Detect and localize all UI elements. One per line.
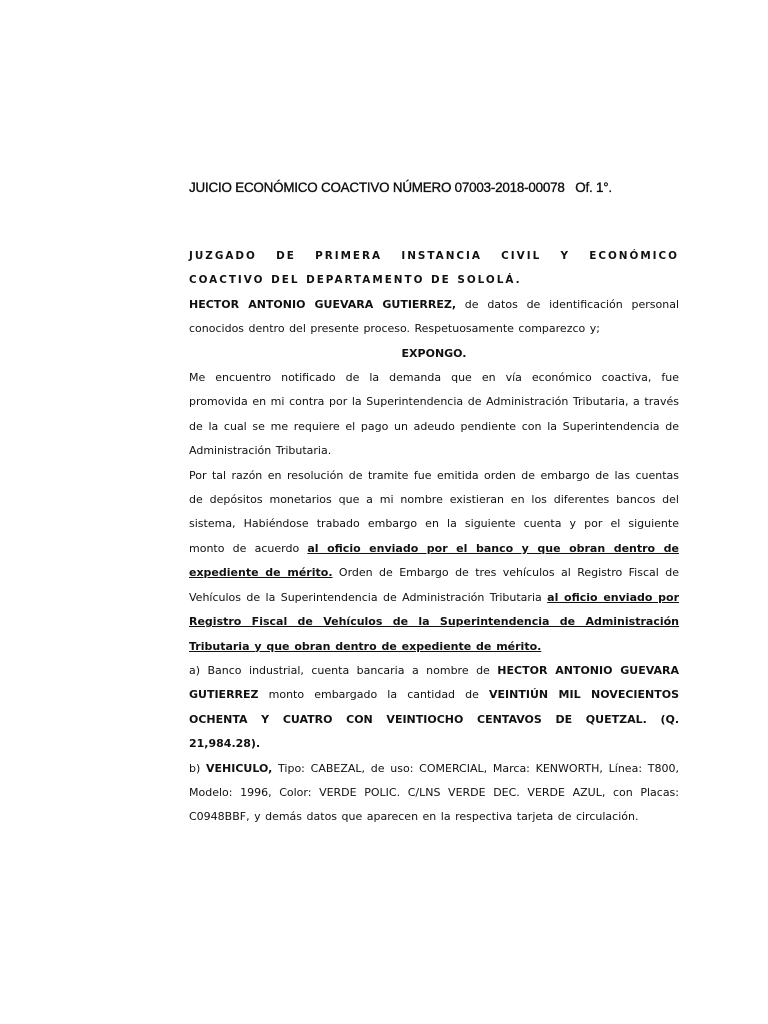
- embargo-reference-2: al oficio enviado por Registro Fiscal de Vehículos de la Superintendencia de Administración Tributaria y que obran dentro de expediente de mérito.: [189, 590, 680, 653]
- court-address: JUZGADO DE PRIMERA INSTANCIA CIVIL Y ECONÓMICO COACTIVO DEL DEPARTAMENTO DE SOLOLÁ.: [189, 250, 679, 287]
- item-b-text: Tipo: CABEZAL, de uso: COMERCIAL, Marca: KENWORTH, Línea: T800, Modelo: 1996, Color: VERDE POLIC. C/LNS VERDE DEC. VERDE AZUL, con Placas: C0948BBF, y demás datos que aparecen en la respectiva tarjeta de circulación.: [189, 761, 679, 824]
- item-a-bank: [189, 659, 679, 757]
- office-number: Of. 1°.: [575, 180, 612, 195]
- item-b-prefix: b): [189, 761, 207, 775]
- item-a-middle: monto embargado la cantidad de: [258, 688, 490, 702]
- item-a-amount: VEINTIÚN MIL NOVECIENTOS OCHENTA Y CUATRO CON VEINTIOCHO CENTAVOS DE QUETZAL. (Q. 21,984.28).: [189, 688, 679, 751]
- intro-paragraph: [189, 293, 679, 342]
- case-title: JUICIO ECONÓMICO COACTIVO NÚMERO 07003-2018-00078: [189, 180, 565, 195]
- document-body: [189, 244, 679, 830]
- embargo-text-2: Orden de Embargo de tres vehículos al Registro Fiscal de Vehículos de la Superintendencia de Administración Tributaria: [189, 566, 679, 604]
- item-a-name: HECTOR ANTONIO GUEVARA GUTIERREZ: [189, 663, 679, 702]
- paragraph-notification: Me encuentro notificado de la demanda que en vía económico coactiva, fue promovida en mi contra por la Superintendencia de Administración Tributaria, a través de la cual se me requiere el pago un adeudo pendiente con la Superintendencia de Administración Tributaria.: [189, 371, 679, 458]
- item-b-label: VEHICULO,: [206, 761, 273, 775]
- paragraph-embargo: [189, 464, 679, 659]
- item-a-prefix: a) Banco industrial, cuenta bancaria a nombre de: [189, 663, 498, 677]
- item-b-vehicle: [189, 757, 679, 830]
- case-heading: [189, 180, 709, 195]
- intro-text: de datos de identificación personal conocidos dentro del presente proceso. Respetuosamente comparezco y;: [189, 297, 680, 336]
- embargo-text-1: Por tal razón en resolución de tramite fue emitida orden de embargo de las cuentas de depósitos monetarios que a mi nombre existieran en los diferentes bancos del sistema, Habiéndose trabado embargo en la siguiente cuenta y por el siguiente monto de acuerdo: [189, 468, 679, 555]
- petitioner-name: HECTOR ANTONIO GUEVARA GUTIERREZ,: [189, 297, 457, 311]
- embargo-reference-1: al oficio enviado por el banco y que obran dentro de expediente de mérito.: [189, 541, 679, 580]
- section-title: EXPONGO.: [401, 346, 467, 360]
